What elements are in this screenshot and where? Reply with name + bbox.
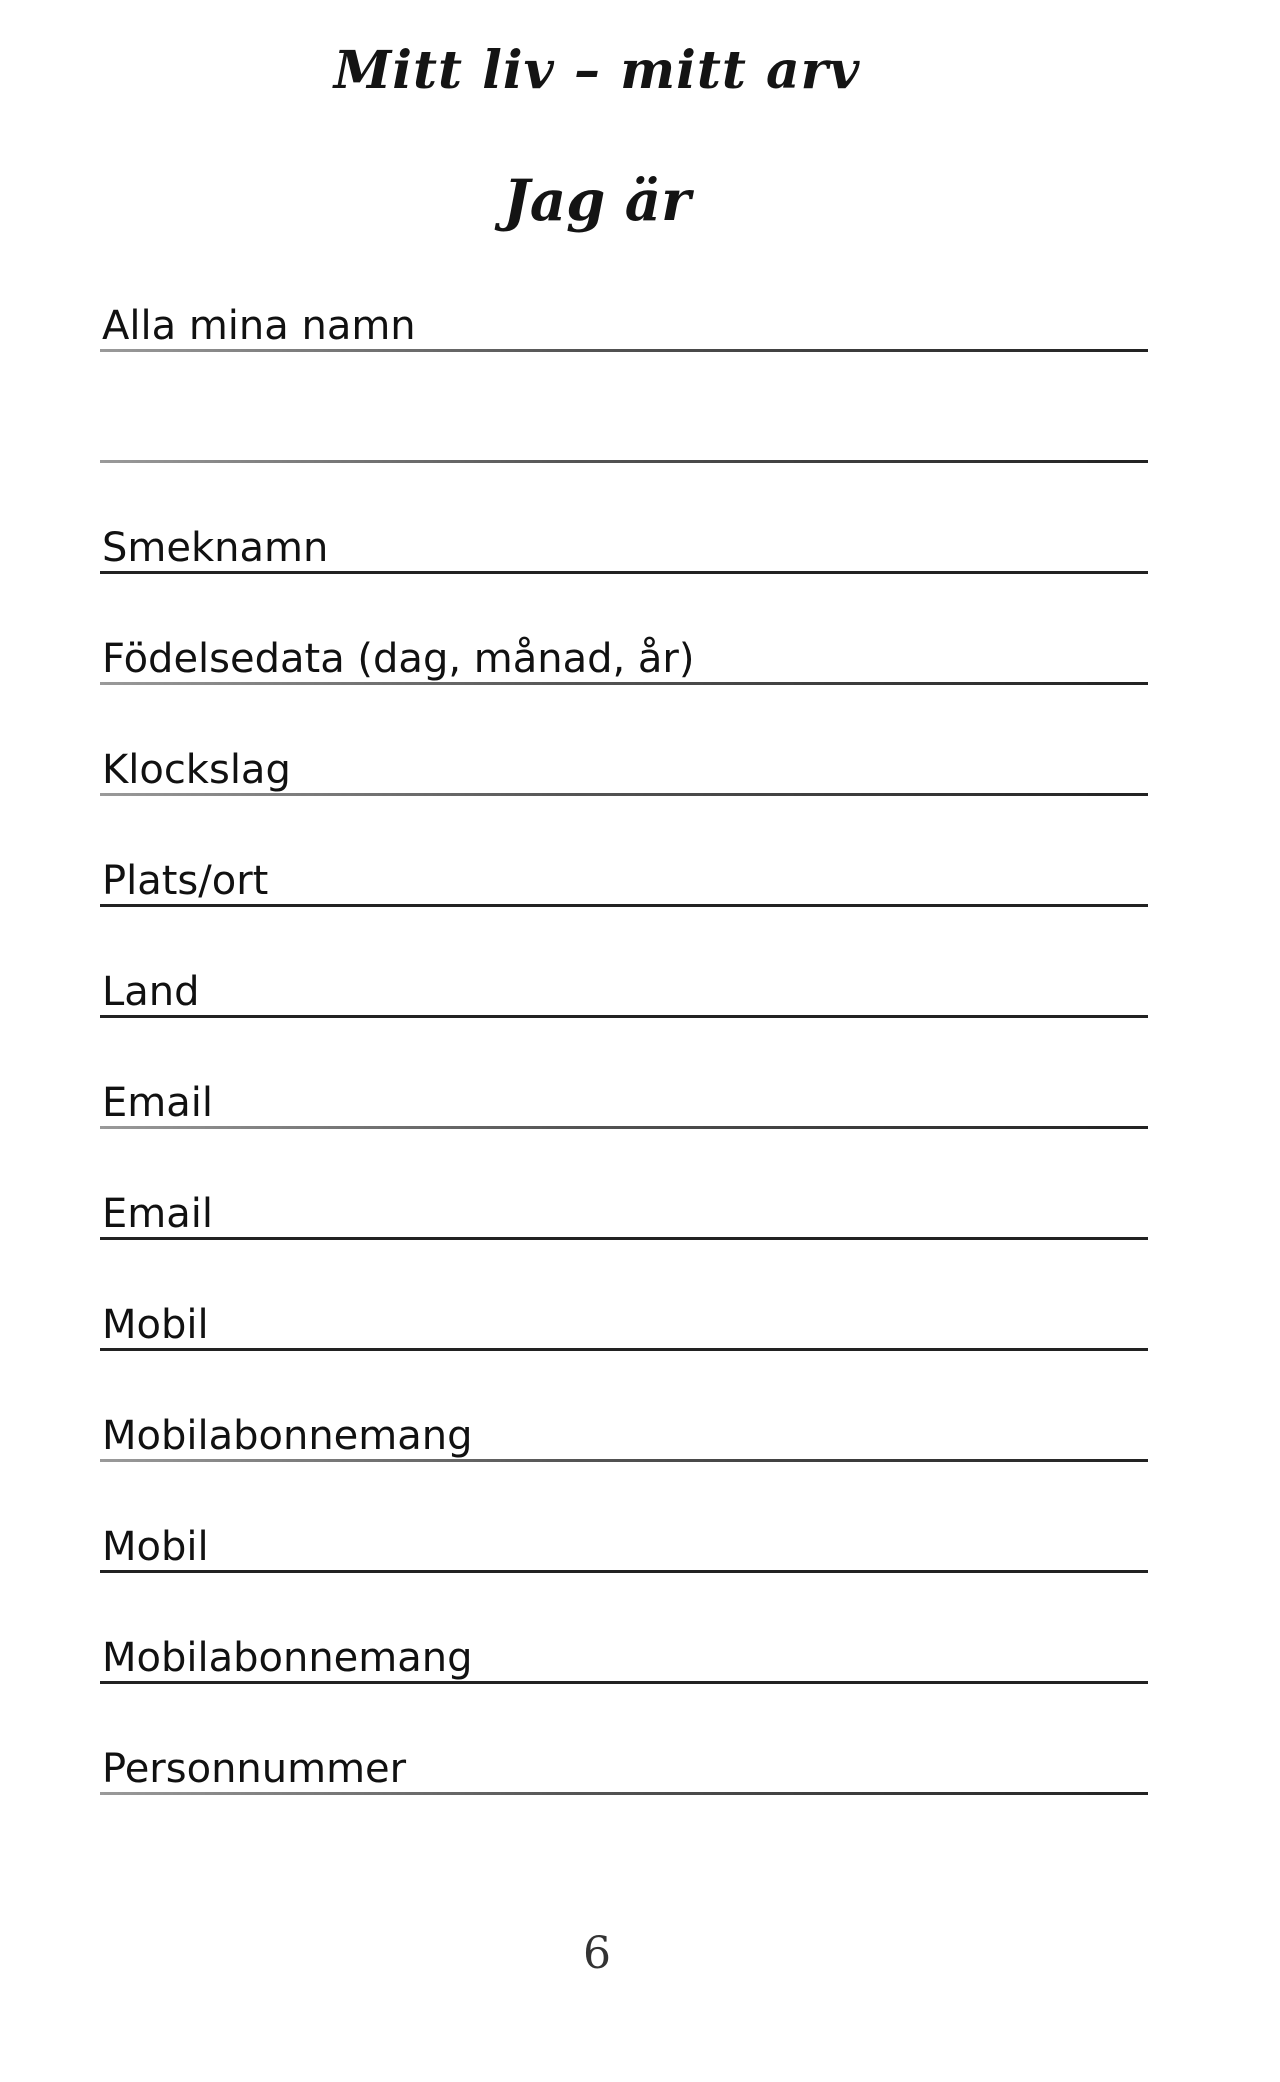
write-line [100, 682, 1148, 685]
page-number: 6 [583, 1928, 611, 1979]
field-email-1[interactable] [100, 1069, 1148, 1129]
write-line [100, 460, 1148, 463]
write-line [100, 1570, 1148, 1573]
field-label: Födelsedata (dag, månad, år) [102, 636, 695, 682]
field-label: Land [102, 969, 200, 1015]
field-personal-id-number[interactable] [100, 1735, 1148, 1795]
field-mobile-2[interactable] [100, 1513, 1148, 1573]
field-label: Email [102, 1191, 213, 1237]
section-title: Jag är [503, 168, 691, 234]
write-line [100, 1681, 1148, 1684]
field-label: Alla mina namn [102, 303, 416, 349]
write-line [100, 1348, 1148, 1351]
field-label: Klockslag [102, 747, 291, 793]
field-label: Mobil [102, 1302, 209, 1348]
field-email-2[interactable] [100, 1180, 1148, 1240]
field-label: Email [102, 1080, 213, 1126]
field-birth-place[interactable] [100, 847, 1148, 907]
field-birth-time[interactable] [100, 736, 1148, 796]
write-line [100, 793, 1148, 796]
field-mobile-1[interactable] [100, 1291, 1148, 1351]
write-line [100, 349, 1148, 352]
field-nickname[interactable] [100, 514, 1148, 574]
field-label: Mobilabonnemang [102, 1413, 473, 1459]
field-mobile-subscription-2[interactable] [100, 1624, 1148, 1684]
write-line [100, 1126, 1148, 1129]
field-all-names-continued[interactable] [100, 403, 1148, 463]
write-line [100, 1237, 1148, 1240]
write-line [100, 1015, 1148, 1018]
field-label: Plats/ort [102, 858, 269, 904]
write-line [100, 571, 1148, 574]
field-label: Mobilabonnemang [102, 1635, 473, 1681]
write-line [100, 904, 1148, 907]
write-line [100, 1459, 1148, 1462]
field-all-names[interactable] [100, 292, 1148, 352]
field-country[interactable] [100, 958, 1148, 1018]
field-birth-date[interactable] [100, 625, 1148, 685]
field-label: Smeknamn [102, 525, 329, 571]
field-mobile-subscription-1[interactable] [100, 1402, 1148, 1462]
page-title: Mitt liv – mitt arv [333, 40, 861, 101]
write-line [100, 1792, 1148, 1795]
field-label: Mobil [102, 1524, 209, 1570]
field-label: Personnummer [102, 1746, 407, 1792]
